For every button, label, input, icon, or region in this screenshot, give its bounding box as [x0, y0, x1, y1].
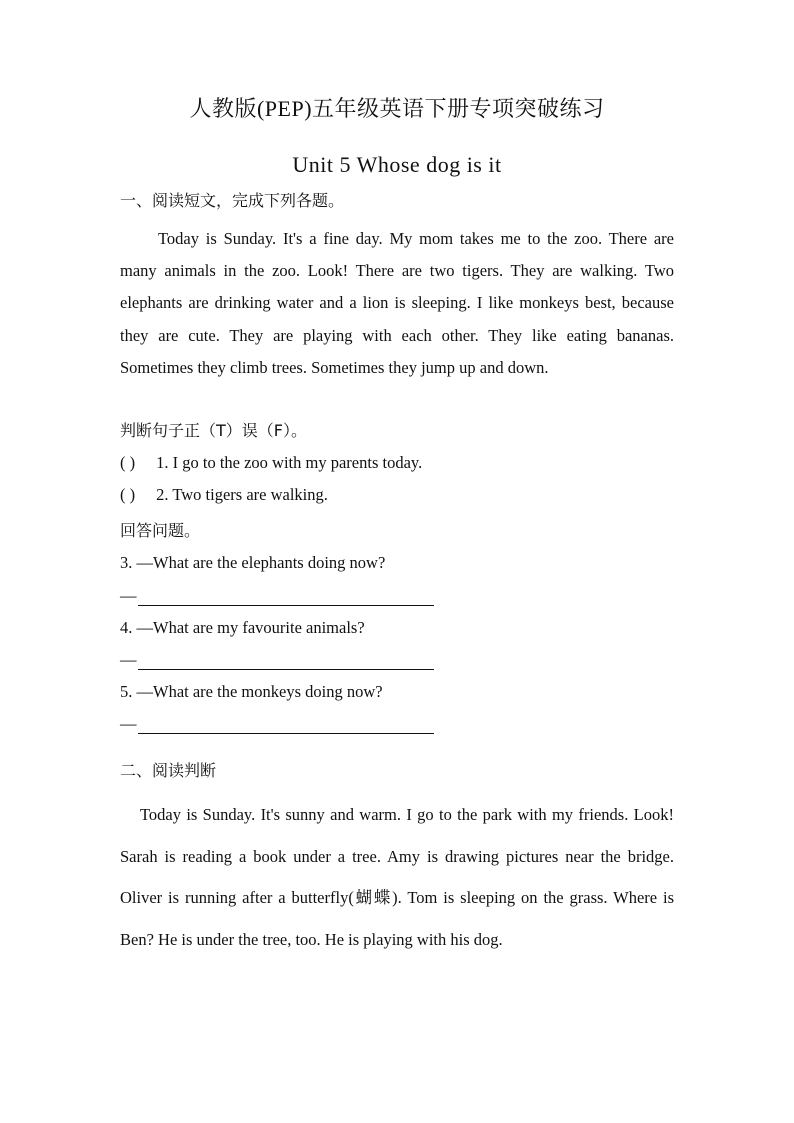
worksheet-title: 人教版(PEP)五年级英语下册专项突破练习 [189, 96, 605, 121]
answer-underline [138, 733, 434, 734]
qa-question-5: 5. —What are the monkeys doing now? [120, 682, 383, 701]
section1-passage-text: Today is Sunday. It's a fine day. My mom takes me to the zoo. There are many animals in the zoo. Look! There are two tigers. They are walking. Two elephants are drinking water and a lion is sleeping. I like monkeys best, because they are cute. They are playing with each other. They like eating bananas. Sometimes they climb trees. Sometimes they jump up and down. [120, 229, 674, 377]
tf-item-2-blank[interactable]: ( ) [120, 485, 136, 504]
answer-dash: — [120, 586, 137, 605]
tf-item-2 [120, 485, 328, 505]
qa-answer-line-5[interactable] [120, 714, 434, 736]
qa-answer-line-4[interactable] [120, 650, 434, 672]
answer-dash: — [120, 650, 137, 669]
section1-passage [120, 223, 674, 384]
tf-item-1 [120, 453, 422, 473]
qa-question-3: 3. —What are the elephants doing now? [120, 553, 386, 572]
qa-question-4: 4. —What are my favourite animals? [120, 618, 365, 637]
answer-underline [138, 605, 434, 606]
qa-instruction: 回答问题。 [120, 521, 201, 540]
tf-item-2-text: 2. Two tigers are walking. [156, 485, 328, 504]
tf-item-1-text: 1. I go to the zoo with my parents today. [156, 453, 423, 472]
qa-answer-line-3[interactable] [120, 586, 434, 608]
section2-heading: 二、阅读判断 [120, 761, 217, 780]
section1-heading: 一、阅读短文，完成下列各题。 [120, 191, 345, 210]
answer-dash: — [120, 714, 137, 733]
unit-subtitle: Unit 5 Whose dog is it [292, 152, 502, 177]
section2-passage [120, 794, 674, 960]
section2-passage-text: Today is Sunday. It's sunny and warm. I go to the park with my friends. Look! Sarah is reading a book under a tree. Amy is drawing pictures near the bridge. Oliver is running after a butterfly(蝴蝶). Tom is sleeping on the grass. Where is Ben? He is under the tree, too. He is playing with his dog. [120, 805, 674, 949]
answer-underline [138, 669, 434, 670]
tf-instruction: 判断句子正（T）误（F）。 [120, 421, 307, 440]
tf-item-1-blank[interactable]: ( ) [120, 453, 136, 472]
